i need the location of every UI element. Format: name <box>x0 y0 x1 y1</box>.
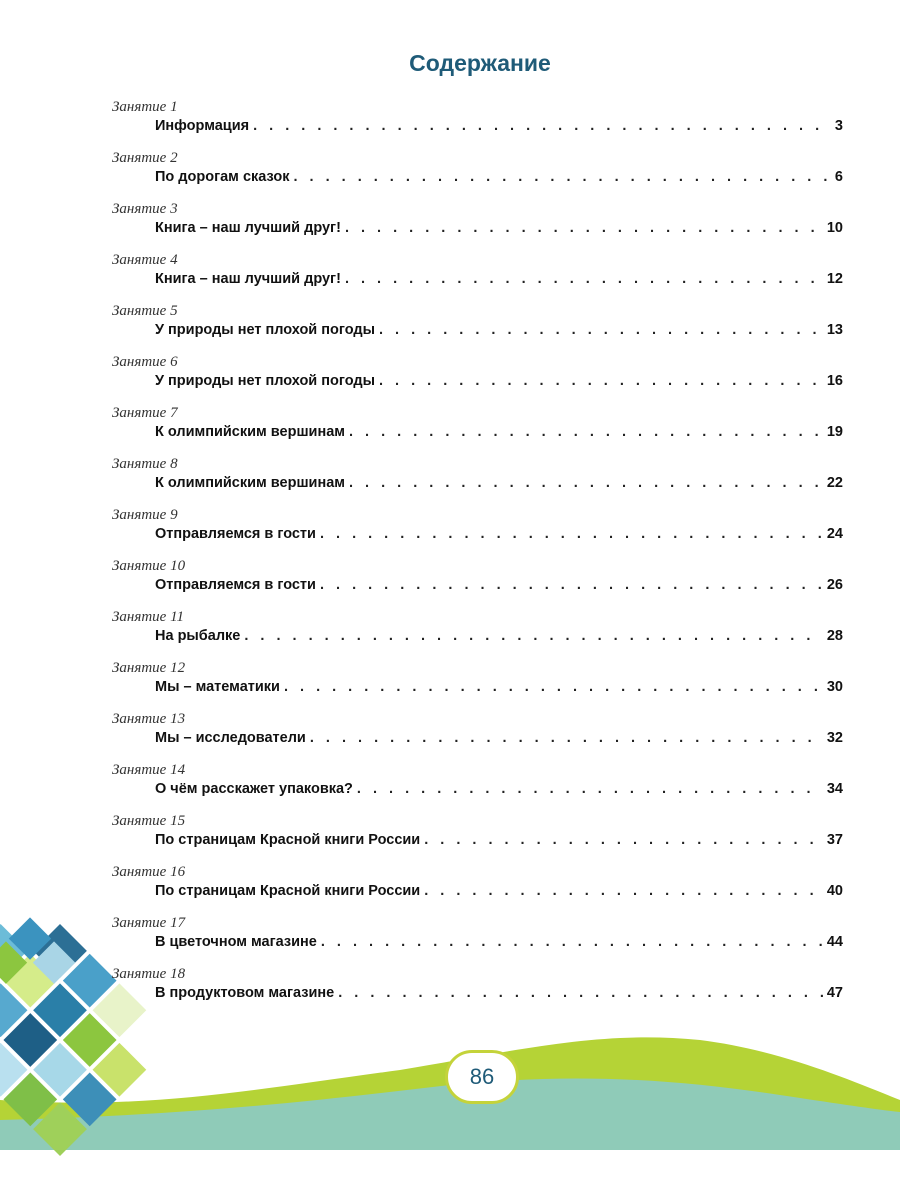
toc-line <box>155 985 843 1001</box>
toc-line <box>155 628 843 644</box>
toc-page-number: 47 <box>826 985 843 1001</box>
toc-entry-title: О чём расскажет упаковка? <box>155 781 353 797</box>
toc-page-number: 13 <box>826 322 843 338</box>
dot-leader <box>321 934 823 950</box>
toc-line <box>155 679 843 695</box>
toc-entry-title: Книга – наш лучший друг! <box>155 220 341 236</box>
toc-line <box>155 169 843 185</box>
toc-entry-title: Мы – математики <box>155 679 280 695</box>
toc-entry-title: По дорогам сказок <box>155 169 290 185</box>
toc-line <box>155 934 843 950</box>
toc-lesson-label: Занятие 13 <box>112 711 186 727</box>
dot-leader <box>320 577 823 593</box>
toc-entry <box>0 99 900 150</box>
toc-lesson-label: Занятие 16 <box>112 864 186 880</box>
toc-lesson-label: Занятие 3 <box>112 201 178 217</box>
toc-page-number: 24 <box>826 526 843 542</box>
toc-lesson-label: Занятие 8 <box>112 456 178 472</box>
toc-entry <box>0 864 900 915</box>
toc-entry-title: В цветочном магазине <box>155 934 317 950</box>
toc-entry-title: Мы – исследователи <box>155 730 306 746</box>
toc-page-number: 16 <box>826 373 843 389</box>
toc-entry-title: В продуктовом магазине <box>155 985 335 1001</box>
toc-line <box>155 883 843 899</box>
toc-entry-title: По страницам Красной книги России <box>155 832 421 848</box>
toc-page-number: 34 <box>826 781 843 797</box>
toc-entry <box>0 201 900 252</box>
toc-lesson-label: Занятие 1 <box>112 99 178 115</box>
toc-entry-title: К олимпийским вершинам <box>155 424 345 440</box>
toc-lesson-label: Занятие 4 <box>112 252 178 268</box>
toc-lesson-label: Занятие 5 <box>112 303 178 319</box>
toc-lesson-label: Занятие 15 <box>112 813 186 829</box>
table-of-contents <box>0 99 900 1017</box>
toc-entry <box>0 252 900 303</box>
toc-lesson-label: Занятие 17 <box>112 915 186 931</box>
toc-page-number: 10 <box>826 220 843 236</box>
toc-entry <box>0 303 900 354</box>
toc-line <box>155 832 843 848</box>
dot-leader <box>349 424 823 440</box>
dot-leader <box>253 118 831 134</box>
toc-page-number: 19 <box>826 424 843 440</box>
dot-leader <box>284 679 823 695</box>
toc-entry <box>0 150 900 201</box>
dot-leader <box>244 628 823 644</box>
toc-page-number: 28 <box>826 628 843 644</box>
toc-entry <box>0 813 900 864</box>
toc-page-number: 40 <box>826 883 843 899</box>
toc-line <box>155 730 843 746</box>
toc-entry <box>0 558 900 609</box>
toc-page-number: 12 <box>826 271 843 287</box>
toc-page-number: 44 <box>826 934 843 950</box>
toc-line <box>155 118 843 134</box>
toc-lesson-label: Занятие 14 <box>112 762 186 778</box>
dot-leader <box>310 730 823 746</box>
toc-entry <box>0 915 900 966</box>
toc-line <box>155 373 843 389</box>
toc-lesson-label: Занятие 9 <box>112 507 178 523</box>
dot-leader <box>379 322 823 338</box>
dot-leader <box>320 526 823 542</box>
dot-leader <box>345 220 823 236</box>
toc-entry <box>0 354 900 405</box>
toc-entry-title: На рыбалке <box>155 628 241 644</box>
toc-lesson-label: Занятие 6 <box>112 354 178 370</box>
toc-lesson-label: Занятие 12 <box>112 660 186 676</box>
toc-entry <box>0 507 900 558</box>
toc-entry <box>0 609 900 660</box>
toc-entry-title: У природы нет плохой погоды <box>155 373 375 389</box>
dot-leader <box>345 271 823 287</box>
toc-line <box>155 220 843 236</box>
toc-lesson-label: Занятие 2 <box>112 150 178 166</box>
page-title: Содержание <box>409 50 551 76</box>
toc-entry <box>0 405 900 456</box>
toc-entry <box>0 456 900 507</box>
dot-leader <box>293 169 830 185</box>
toc-line <box>155 271 843 287</box>
dot-leader <box>424 883 823 899</box>
dot-leader <box>357 781 823 797</box>
toc-lesson-label: Занятие 7 <box>112 405 178 421</box>
toc-page-number: 26 <box>826 577 843 593</box>
toc-line <box>155 475 843 491</box>
toc-line <box>155 526 843 542</box>
toc-line <box>155 424 843 440</box>
toc-entry <box>0 711 900 762</box>
toc-line <box>155 781 843 797</box>
toc-entry-title: У природы нет плохой погоды <box>155 322 375 338</box>
toc-page-number: 37 <box>826 832 843 848</box>
toc-entry <box>0 966 900 1017</box>
toc-entry <box>0 660 900 711</box>
toc-entry-title: По страницам Красной книги России <box>155 883 421 899</box>
toc-line <box>155 577 843 593</box>
dot-leader <box>424 832 823 848</box>
toc-page-number: 32 <box>826 730 843 746</box>
toc-line <box>155 322 843 338</box>
toc-lesson-label: Занятие 18 <box>112 966 186 982</box>
toc-entry-title: Информация <box>155 118 250 134</box>
toc-entry-title: Отправляемся в гости <box>155 526 316 542</box>
dot-leader <box>349 475 823 491</box>
toc-page-number: 30 <box>826 679 843 695</box>
toc-entry-title: Отправляемся в гости <box>155 577 316 593</box>
toc-entry-title: К олимпийским вершинам <box>155 475 345 491</box>
dot-leader <box>338 985 823 1001</box>
page-number: 86 <box>445 1050 519 1104</box>
toc-entry <box>0 762 900 813</box>
toc-lesson-label: Занятие 11 <box>112 609 184 625</box>
toc-entry-title: Книга – наш лучший друг! <box>155 271 341 287</box>
dot-leader <box>379 373 823 389</box>
toc-page-number: 6 <box>834 169 843 185</box>
toc-page-number: 3 <box>834 118 843 134</box>
toc-page-number: 22 <box>826 475 843 491</box>
toc-lesson-label: Занятие 10 <box>112 558 186 574</box>
